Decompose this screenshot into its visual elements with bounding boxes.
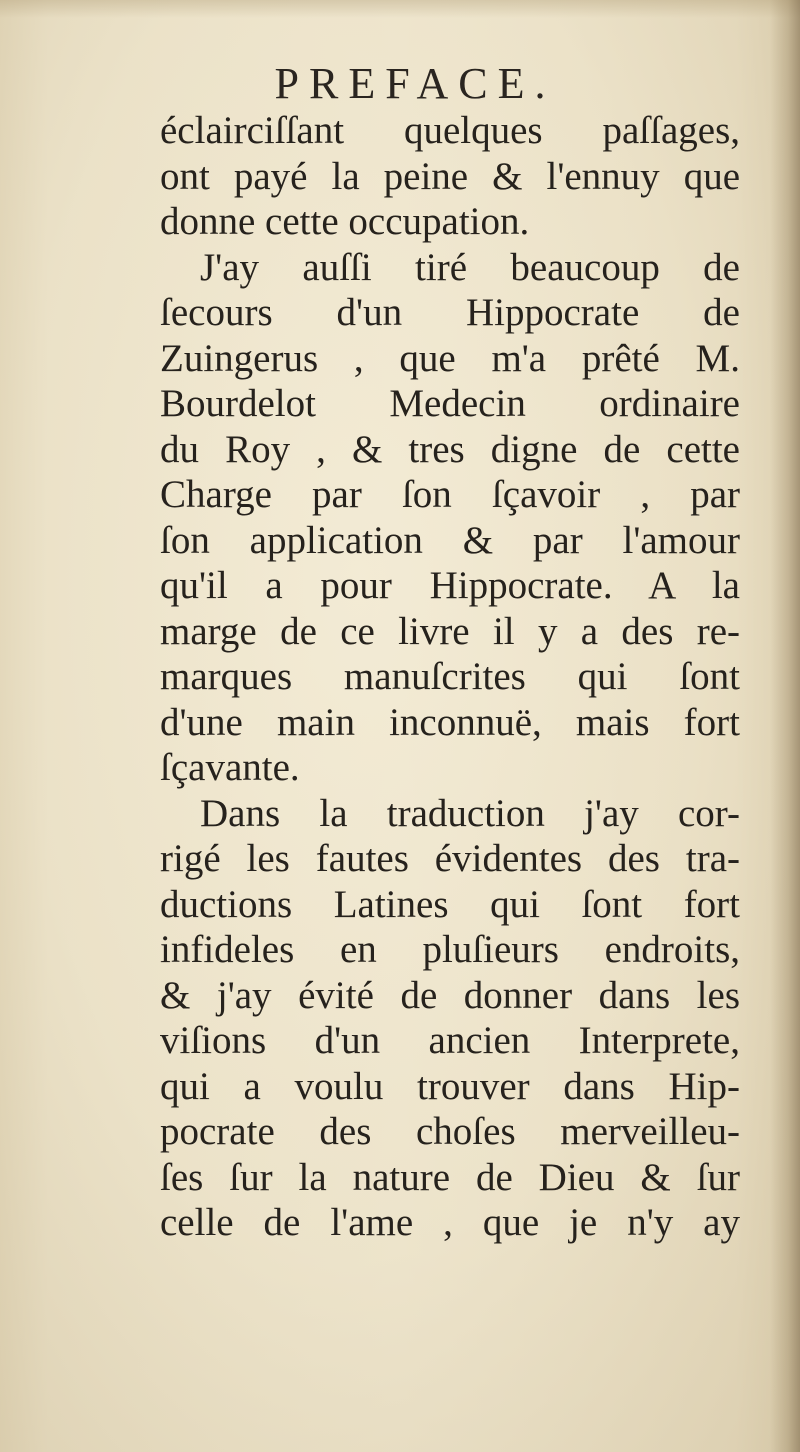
text-line: ductions Latines qui ſont fort [160,882,740,926]
page-spine-shadow [770,0,800,1452]
text-line: du Roy , & tres digne de cette [160,427,740,471]
text-line: & j'ay évité de donner dans les [160,973,740,1017]
text-line: qui a voulu trouver dans Hip- [160,1064,740,1108]
text-line: éclairciſſant quelques paſſages, [160,109,740,152]
text-line: Bourdelot Medecin ordinaire [160,382,740,425]
text-line: pocrate des choſes merveilleu- [160,1110,740,1153]
text-line: marques manuſcrites qui ſont [160,655,740,698]
text-line: ont payé la peine & l'ennuy que [160,154,740,198]
running-header: PREFACE. [274,59,556,108]
text-line: d'une main inconnuë, mais fort [160,700,740,744]
text-line: Charge par ſon ſçavoir , par [160,473,740,516]
page-top-shadow [0,0,800,18]
text-line: Dans la traduction j'ay cor- [200,791,740,835]
text-line: ſon application & par l'amour [160,518,740,562]
text-line: rigé les fautes évidentes des tra- [160,837,740,880]
text-line: ſçavante. [160,746,300,789]
text-line: ſecours d'un Hippocrate de [160,291,740,334]
text-line: Zuingerus , que m'a prêté M. [160,336,740,380]
text-line: J'ay auſſi tiré beaucoup de [200,245,740,289]
text-line: ſes ſur la nature de Dieu & ſur [160,1155,740,1199]
text-line: celle de l'ame , que je n'y ay [160,1201,740,1244]
text-line: qu'il a pour Hippocrate. A la [160,564,740,607]
text-line: infideles en pluſieurs endroits, [160,928,740,971]
text-line: donne cette occupation. [160,200,530,243]
text-line: marge de ce livre il y a des re- [160,609,740,653]
text-line: viſions d'un ancien Interprete, [160,1019,740,1062]
body-text [160,108,740,1246]
